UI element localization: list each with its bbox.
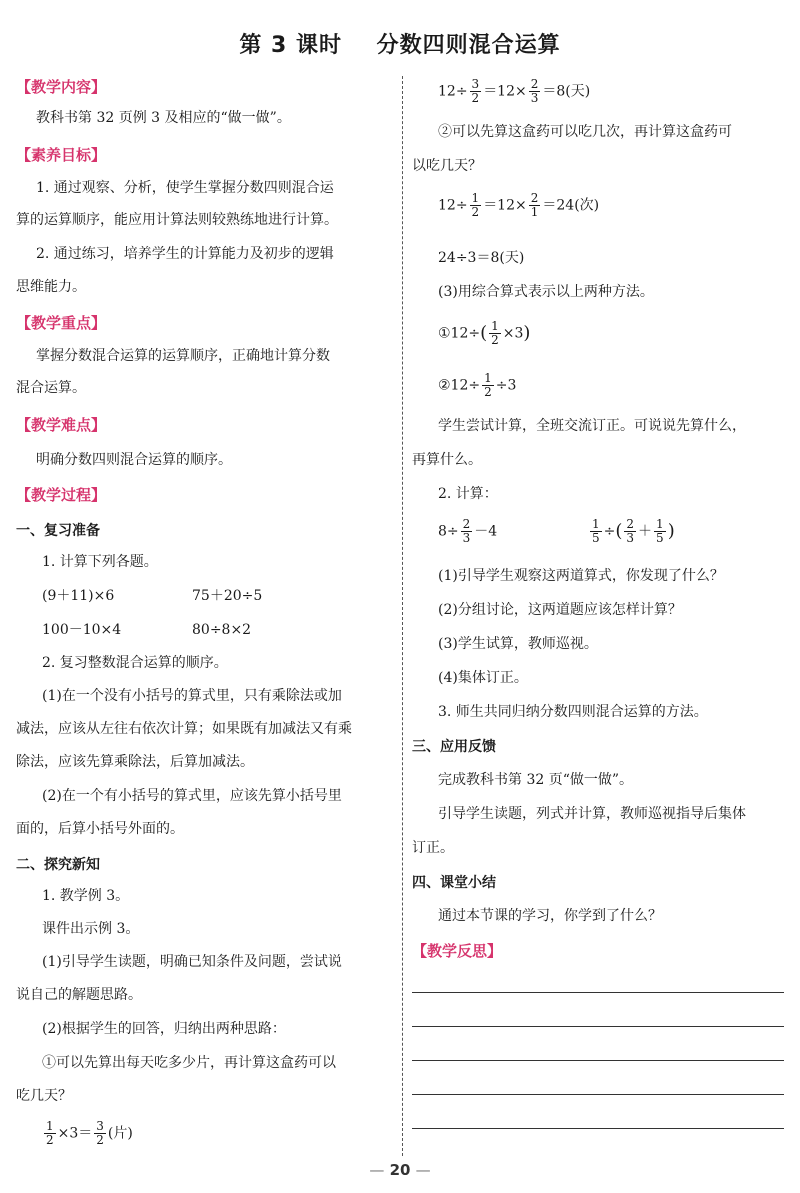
method2-line2: 以吃几天？ bbox=[412, 158, 482, 174]
difficult-text: 明确分数四则混合运算的顺序。 bbox=[36, 452, 232, 468]
fraction: $\frac{1}{2}$ bbox=[491, 319, 499, 347]
summary-method: 3. 师生共同归纳分数四则混合运算的方法。 bbox=[438, 704, 708, 720]
calc-step2: (2)分组讨论，这两道题应该怎样计算？ bbox=[438, 602, 682, 618]
page-title: 第 3 课时 分数四则混合运算 bbox=[239, 33, 561, 58]
student-try-line1: 学生尝试计算，全班交流订正。可说说先算什么， bbox=[438, 418, 746, 434]
explore-q3-line1: ①可以先算出每天吃多少片，再计算这盒药可以 bbox=[42, 1055, 336, 1071]
combined-formula-2: ②12÷ $\frac{1}{2}$ ÷3 bbox=[438, 371, 517, 399]
fraction: $\frac{3}{2}$ bbox=[96, 1119, 104, 1147]
formula-pills-per-day: $\frac{1}{2}$ ×3＝ $\frac{3}{2}$ (片) bbox=[46, 1119, 133, 1147]
page-number: 20 bbox=[389, 1161, 411, 1179]
fraction: $\frac{2}{3}$ bbox=[530, 77, 539, 105]
explore-show-example: 课件出示例 3。 bbox=[42, 921, 140, 937]
feedback-line2: 引导学生读题，列式并计算，教师巡视指导后集体 bbox=[438, 806, 746, 822]
formula-days-method2: 24÷3＝8(天) bbox=[438, 250, 525, 266]
calc-expr-1: 8÷ $\frac{2}{3}$ －4 bbox=[438, 517, 498, 545]
order-rule1-line2: 减法，应该从左往右依次计算；如果既有加减法又有乘 bbox=[16, 721, 352, 737]
calc-step4: (4)集体订正。 bbox=[438, 670, 528, 686]
fraction: $\frac{2}{1}$ bbox=[530, 191, 539, 219]
key-line2: 混合运算。 bbox=[16, 380, 86, 396]
feedback-line3: 订正。 bbox=[412, 840, 454, 856]
method2-line1: ②可以先算这盒药可以吃几次，再计算这盒药可 bbox=[438, 124, 732, 140]
expr-2: 75＋20÷5 bbox=[192, 588, 263, 604]
section-feedback: 三、应用反馈 bbox=[412, 739, 496, 755]
feedback-line1: 完成教科书第 32 页“做一做”。 bbox=[438, 772, 634, 788]
heading-goals: 【素养目标】 bbox=[16, 146, 107, 164]
goal2-line1: 2. 通过练习，培养学生的计算能力及初步的逻辑 bbox=[36, 246, 334, 262]
heading-reflection: 【教学反思】 bbox=[412, 942, 503, 960]
section-summary: 四、课堂小结 bbox=[412, 875, 496, 891]
formula-times: 12÷ $\frac{1}{2}$ ＝12× $\frac{2}{1}$ ＝24(次) bbox=[438, 191, 600, 219]
section-explore: 二、探究新知 bbox=[16, 857, 100, 873]
key-line1: 掌握分数混合运算的运算顺序，正确地计算分数 bbox=[36, 348, 330, 364]
expr-1: (9＋11)×6 bbox=[42, 588, 115, 604]
summary-question: 通过本节课的学习，你学到了什么？ bbox=[438, 908, 662, 924]
explore-q2: (2)根据学生的回答，归纳出两种思路： bbox=[42, 1021, 286, 1037]
expr-4: 80÷8×2 bbox=[192, 622, 252, 638]
heading-difficult-points: 【教学难点】 bbox=[16, 416, 107, 434]
heading-process: 【教学过程】 bbox=[16, 486, 107, 504]
calc-step1: (1)引导学生观察这两道算式，你发现了什么？ bbox=[438, 568, 724, 584]
fraction: $\frac{2}{3}$ bbox=[626, 517, 635, 545]
fraction: $\frac{1}{2}$ bbox=[471, 191, 480, 219]
expr-3: 100－10×4 bbox=[42, 622, 122, 638]
reflection-line bbox=[412, 1094, 784, 1095]
column-divider bbox=[402, 76, 403, 1156]
order-rule1-line1: (1)在一个没有小括号的算式里，只有乘除法或加 bbox=[42, 688, 342, 704]
goal1-line1: 1. 通过观察、分析，使学生掌握分数四则混合运 bbox=[36, 180, 334, 196]
goal1-line2: 算的运算顺序，能应用计算法则较熟练地进行计算。 bbox=[16, 212, 338, 228]
reflection-line bbox=[412, 1060, 784, 1061]
content-text: 教科书第 32 页例 3 及相应的“做一做”。 bbox=[36, 110, 291, 126]
reflection-line bbox=[412, 1026, 784, 1027]
order-rule2-line2: 面的，后算小括号外面的。 bbox=[16, 821, 184, 837]
review-item2: 2. 复习整数混合运算的顺序。 bbox=[42, 655, 228, 671]
fraction: $\frac{1}{2}$ bbox=[46, 1119, 54, 1147]
explore-q1-line2: 说自己的解题思路。 bbox=[16, 987, 142, 1003]
combined-formula-1: ①12÷( $\frac{1}{2}$ ×3) bbox=[438, 319, 531, 347]
combined-formula-prompt: (3)用综合算式表示以上两种方法。 bbox=[438, 284, 654, 300]
calc-step3: (3)学生试算，教师巡视。 bbox=[438, 636, 598, 652]
explore-q1-line1: (1)引导学生读题，明确已知条件及问题，尝试说 bbox=[42, 954, 342, 970]
calc-expr-2: $\frac{1}{5}$ ÷( $\frac{2}{3}$ ＋ $\frac{1}{5}$ ) bbox=[592, 517, 675, 545]
order-rule1-line3: 除法，应该先算乘除法，后算加减法。 bbox=[16, 754, 254, 770]
review-item1: 1. 计算下列各题。 bbox=[42, 554, 158, 570]
student-try-line2: 再算什么。 bbox=[412, 452, 482, 468]
page-footer bbox=[0, 1161, 800, 1179]
heading-teaching-content: 【教学内容】 bbox=[16, 78, 107, 96]
heading-key-points: 【教学重点】 bbox=[16, 314, 107, 332]
fraction: $\frac{2}{3}$ bbox=[462, 517, 471, 545]
goal2-line2: 思维能力。 bbox=[16, 279, 86, 295]
calc-prompt: 2. 计算： bbox=[438, 486, 498, 502]
fraction: $\frac{1}{2}$ bbox=[484, 371, 492, 399]
explore-item1: 1. 教学例 3。 bbox=[42, 888, 130, 904]
formula-days-method1: 12÷ $\frac{3}{2}$ ＝12× $\frac{2}{3}$ ＝8(天) bbox=[438, 77, 591, 105]
fraction: $\frac{3}{2}$ bbox=[471, 77, 480, 105]
reflection-line bbox=[412, 992, 784, 993]
section-review: 一、复习准备 bbox=[16, 523, 100, 539]
order-rule2-line1: (2)在一个有小括号的算式里，应该先算小括号里 bbox=[42, 788, 342, 804]
footer-dash-right: — bbox=[415, 1161, 431, 1179]
reflection-line bbox=[412, 1128, 784, 1129]
fraction: $\frac{1}{5}$ bbox=[656, 517, 664, 545]
explore-q3-line2: 吃几天？ bbox=[16, 1088, 72, 1104]
footer-dash-left: — bbox=[369, 1161, 385, 1179]
fraction: $\frac{1}{5}$ bbox=[592, 517, 600, 545]
